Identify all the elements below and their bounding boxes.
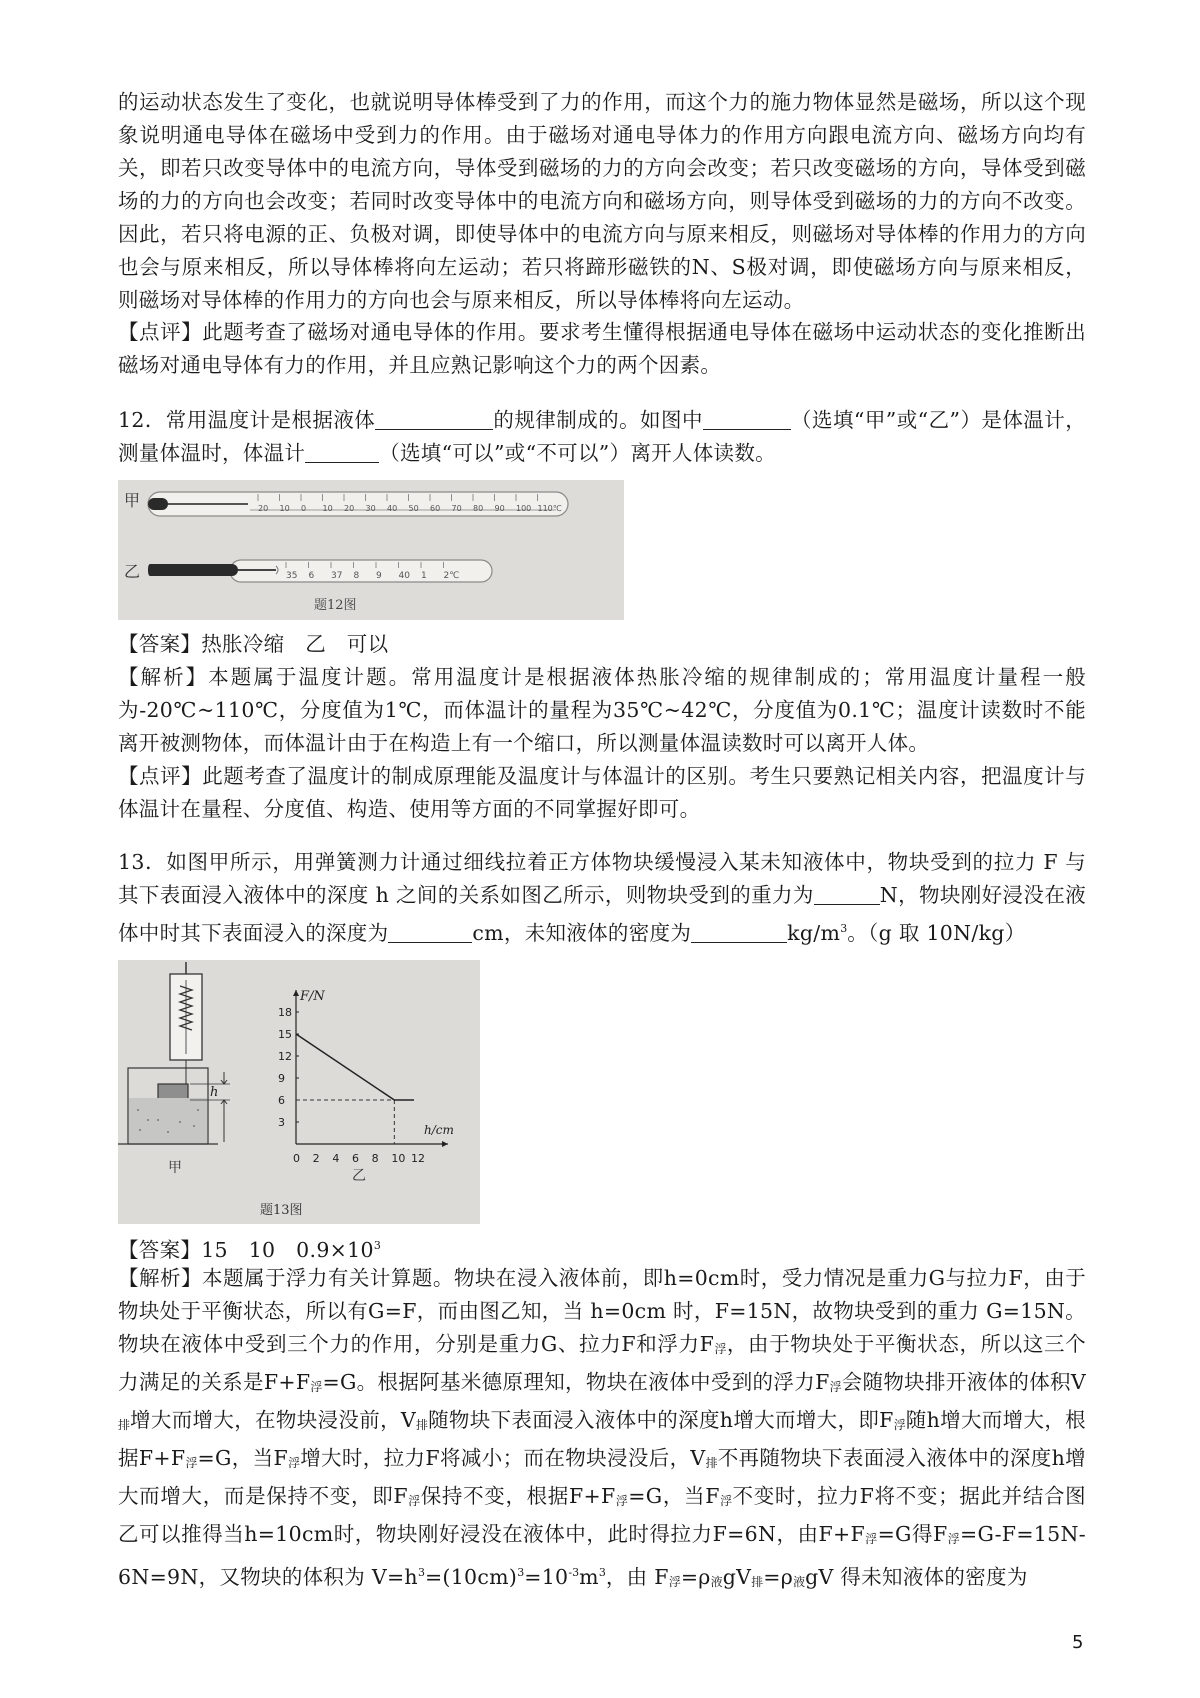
explain-part: ，由于物块处于平衡状态，所以这三个力满足的关系是F+F — [118, 1332, 1086, 1394]
explain-part: =(10cm) — [424, 1565, 518, 1589]
x-tick-label: 8 — [371, 1152, 379, 1165]
scale-label-jia: 80 — [473, 504, 484, 513]
scale-label-jia: 0 — [301, 504, 307, 513]
x-tick-label: 0 — [293, 1152, 300, 1165]
superscript: 3 — [517, 1566, 525, 1579]
figure-q12-thermometers — [118, 480, 624, 620]
explain-part: 增大而增大，在物块浸没前，V — [130, 1408, 417, 1432]
y-tick-label: 6 — [278, 1094, 285, 1107]
scale-label-jia: 40 — [387, 504, 398, 513]
subscript-fu: 浮 — [615, 1494, 629, 1508]
subscript-fu: 浮 — [719, 1494, 733, 1508]
explain-tag: 【解析】 — [118, 665, 209, 689]
q13-blank-2 — [388, 922, 472, 943]
scale-label-yi: 35 — [286, 571, 298, 581]
subscript-fu: 浮 — [947, 1532, 961, 1546]
q13-text-e: 。（g 取 10N/kg） — [847, 921, 1026, 945]
x-axis-label: h/cm — [424, 1123, 454, 1137]
explain-part: 保持不变，根据F+F — [420, 1484, 616, 1508]
figure-caption-q13: 题13图 — [260, 1203, 303, 1218]
explain-part: gV 得未知液体的密度为 — [805, 1565, 1028, 1589]
subscript-fu: 浮 — [668, 1575, 681, 1589]
explain-part: 不再随物块下表面浸入液体中的深度h增大而增大，而是保持不变，即F — [118, 1446, 1086, 1508]
subscript-pai: 排 — [416, 1418, 429, 1432]
q12-text-c: （选填“甲”或“乙”）是体温计，测量体温时，体温计 — [118, 408, 1086, 465]
superscript: 3 — [598, 1566, 606, 1579]
scale-label-yi: 2℃ — [443, 571, 460, 581]
y-tick-label: 3 — [278, 1116, 285, 1129]
thermometer-illustration — [118, 480, 624, 620]
subscript-ye: 液 — [793, 1575, 806, 1589]
answer-text: 热胀冷缩 乙 可以 — [201, 632, 389, 656]
explanation-q13 — [118, 1262, 1086, 1599]
answer-sup: 3 — [373, 1239, 381, 1252]
paragraph-analysis-q11: 的运动状态发生了变化，也就说明导体棒受到了力的作用，而这个力的施力物体显然是磁场，所以这个现象说明通电导体在磁场中受到力的作用。由于磁场对通电导体力的作用方向跟电流方向、磁场方向均有关，即若只改变导体中的电流方向，导体受到磁场的力的方向会改变；若只改变磁场的方向，导体受到磁场的力的方向也会改变；若同时改变导体中的电流方向和磁场方向，则导体受到磁场的力的方向不改变。因此，若只将电源的正、负极对调，即使导体中的电流方向与原来相反，则磁场对导体棒的作用力的方向也会与原来相反，所以导体棒将向左运动；若只将蹄形磁铁的N、S极对调，即使磁场方向与原来相反，则磁场对导体棒的作用力的方向也会与原来相反，所以导体棒将向左运动。 — [118, 90, 1086, 312]
x-tick-label: 4 — [332, 1152, 340, 1165]
scale-label-jia: 30 — [365, 504, 376, 513]
q13-text-c: cm，未知液体的密度为 — [472, 921, 692, 945]
scale-label-jia: 90 — [494, 504, 505, 513]
superscript: -3 — [568, 1566, 580, 1579]
y-tick-label: 9 — [278, 1072, 285, 1085]
question-12 — [118, 404, 1086, 470]
scale-label-yi: 40 — [398, 571, 410, 581]
explain-part: 不变时，拉力F将不变；据此并结合图乙可以推得当h=10cm时，物块刚好浸没在液体中，此时得拉力F=6N，由F+F — [118, 1484, 1086, 1546]
explain-part: =ρ — [763, 1565, 794, 1589]
q13-sup: 3 — [840, 922, 848, 935]
x-tick-label: 12 — [411, 1152, 425, 1165]
q12-blank-3 — [305, 442, 379, 463]
scale-label-jia: 60 — [430, 504, 441, 513]
explain-part: 增大时，拉力F将减小；而在物块浸没后，V — [300, 1446, 706, 1470]
x-tick-label: 2 — [312, 1152, 320, 1165]
q13-text-b: N，物块刚好浸没在液体中时其下表面浸入的深度为 — [118, 883, 1087, 945]
scale-label-yi: 37 — [331, 571, 343, 581]
scale-label-yi: 9 — [376, 571, 382, 581]
review-tag: 【点评】 — [118, 764, 203, 788]
subscript-pai: 排 — [751, 1575, 764, 1589]
subscript-fu: 浮 — [310, 1380, 323, 1394]
figure-caption-q12: 题12图 — [314, 598, 357, 613]
q12-blank-1 — [375, 409, 493, 430]
explain-part: =G，当F — [197, 1446, 289, 1470]
subscript-fu: 浮 — [185, 1456, 198, 1470]
explain-part: =G。根据阿基米德原理知，物块在液体中受到的浮力F — [322, 1370, 830, 1394]
q13-blank-1 — [814, 884, 880, 905]
spring-scale-and-graph — [118, 960, 480, 1224]
scale-label-jia: 70 — [451, 504, 462, 513]
scale-label-jia: 10 — [279, 504, 290, 513]
explain-part: =G得F — [877, 1522, 948, 1546]
explain-text: 本题属于温度计题。常用温度计是根据液体热胀冷缩的规律制成的；常用温度计量程一般为-20℃~110℃，分度值为1℃，而体温计的量程为35℃~42℃，分度值为0.1℃；温度计读数时不能离开被测物体，而体温计由于在构造上有一个缩口，所以测量体温读数时可以离开人体。 — [118, 665, 1087, 755]
scale-label-yi: 6 — [308, 571, 315, 581]
explain-tag: 【解析】 — [118, 1266, 202, 1290]
review-text: 此题考查了磁场对通电导体的作用。要求考生懂得根据通电导体在磁场中运动状态的变化推断出磁场对通电导体有力的作用，并且应熟记影响这个力的两个因素。 — [118, 320, 1086, 377]
explain-part: ，由 F — [605, 1565, 669, 1589]
page-number: 5 — [1072, 1632, 1084, 1653]
y-tick-label: 15 — [278, 1028, 292, 1041]
explain-part: gV — [722, 1565, 752, 1589]
scale-label-jia: 20 — [344, 504, 355, 513]
answer-q12 — [118, 628, 1086, 661]
subscript-fu: 浮 — [829, 1380, 842, 1394]
subscript-ye: 液 — [710, 1575, 723, 1589]
subscript-fu: 浮 — [407, 1494, 421, 1508]
explain-part: =G-F=15N-6N=9N，又物块的体积为 V=h — [118, 1522, 1086, 1589]
subscript-fu: 浮 — [893, 1418, 906, 1432]
subscript-fu: 浮 — [714, 1342, 727, 1356]
explain-part: 随h增大而增大，根据F+F — [118, 1408, 1086, 1470]
label-yi: 乙 — [124, 562, 141, 581]
q13-text-d: kg/m — [787, 921, 841, 945]
review-q12 — [118, 760, 1086, 826]
explain-part: =ρ — [680, 1565, 711, 1589]
q12-blank-2 — [703, 409, 791, 430]
scale-label-jia: 50 — [408, 504, 419, 513]
subscript-fu: 浮 — [865, 1532, 878, 1546]
q13-blank-3 — [691, 922, 787, 943]
explain-part: m — [579, 1565, 599, 1589]
paragraph-review-q11 — [118, 316, 1086, 382]
q13-text-a: 13．如图甲所示，用弹簧测力计通过细线拉着正方体物块缓慢浸入某未知液体中，物块受到的拉力 F 与其下表面浸入液体中的深度 h 之间的关系如图乙所示，则物块受到的重力为 — [118, 850, 1086, 907]
x-tick-label: 10 — [391, 1152, 406, 1165]
subscript-pai: 排 — [118, 1418, 131, 1432]
subscript-fu: 浮 — [288, 1456, 301, 1470]
scale-label-jia: 110℃ — [537, 504, 562, 513]
scale-label-yi: 1 — [421, 571, 427, 581]
scale-label-jia: 10 — [322, 504, 333, 513]
answer-tag: 【答案】 — [118, 1238, 202, 1262]
explain-part: =G，当F — [628, 1484, 720, 1508]
q12-text-d: （选填“可以”或“不可以”）离开人体读数。 — [379, 441, 776, 465]
q12-text-b: 的规律制成的。如图中 — [493, 408, 703, 432]
figure-q13 — [118, 960, 480, 1224]
q12-text-a: 12．常用温度计是根据液体 — [118, 408, 376, 432]
scale-label-jia: 20 — [258, 504, 269, 513]
y-axis-label: F/N — [300, 989, 325, 1004]
scale-label-yi: 8 — [353, 571, 360, 581]
superscript: 3 — [417, 1566, 425, 1579]
review-text: 此题考查了温度计的制成原理能及温度计与体温计的区别。考生只要熟记相关内容，把温度计与体温计在量程、分度值、构造、使用等方面的不同掌握好即可。 — [118, 764, 1086, 821]
x-tick-label: 6 — [352, 1152, 359, 1165]
explain-part: 会随物块排开液体的体积V — [841, 1370, 1086, 1394]
label-yi-13: 乙 — [352, 1168, 366, 1184]
h-label: h — [210, 1085, 219, 1100]
y-tick-label: 12 — [278, 1050, 292, 1063]
explain-part: 本题属于浮力有关计算题。物块在浸入液体前，即h=0cm时，受力情况是重力G与拉力F，由于物块处于平衡状态，所以有G=F，而由图乙知，当 h=0cm 时，F=15N，故物块受到的重力 G=15N。物块在液体中受到三个力的作用，分别是重力G、拉力F和浮力F — [118, 1266, 1087, 1356]
explain-part: 随物块下表面浸入液体中的深度h增大而增大，即F — [428, 1408, 894, 1432]
label-jia: 甲 — [124, 491, 141, 510]
question-13 — [118, 846, 1086, 950]
y-tick-label: 18 — [278, 1006, 292, 1019]
explanation-q12 — [118, 661, 1086, 760]
answer-text: 15 10 0.9×10 — [201, 1238, 374, 1262]
subscript-pai: 排 — [705, 1456, 718, 1470]
review-tag: 【点评】 — [118, 320, 203, 344]
answer-tag: 【答案】 — [118, 632, 202, 656]
scale-label-jia: 100 — [516, 504, 532, 513]
label-jia-13: 甲 — [168, 1160, 182, 1176]
explain-part: =10 — [524, 1565, 569, 1589]
